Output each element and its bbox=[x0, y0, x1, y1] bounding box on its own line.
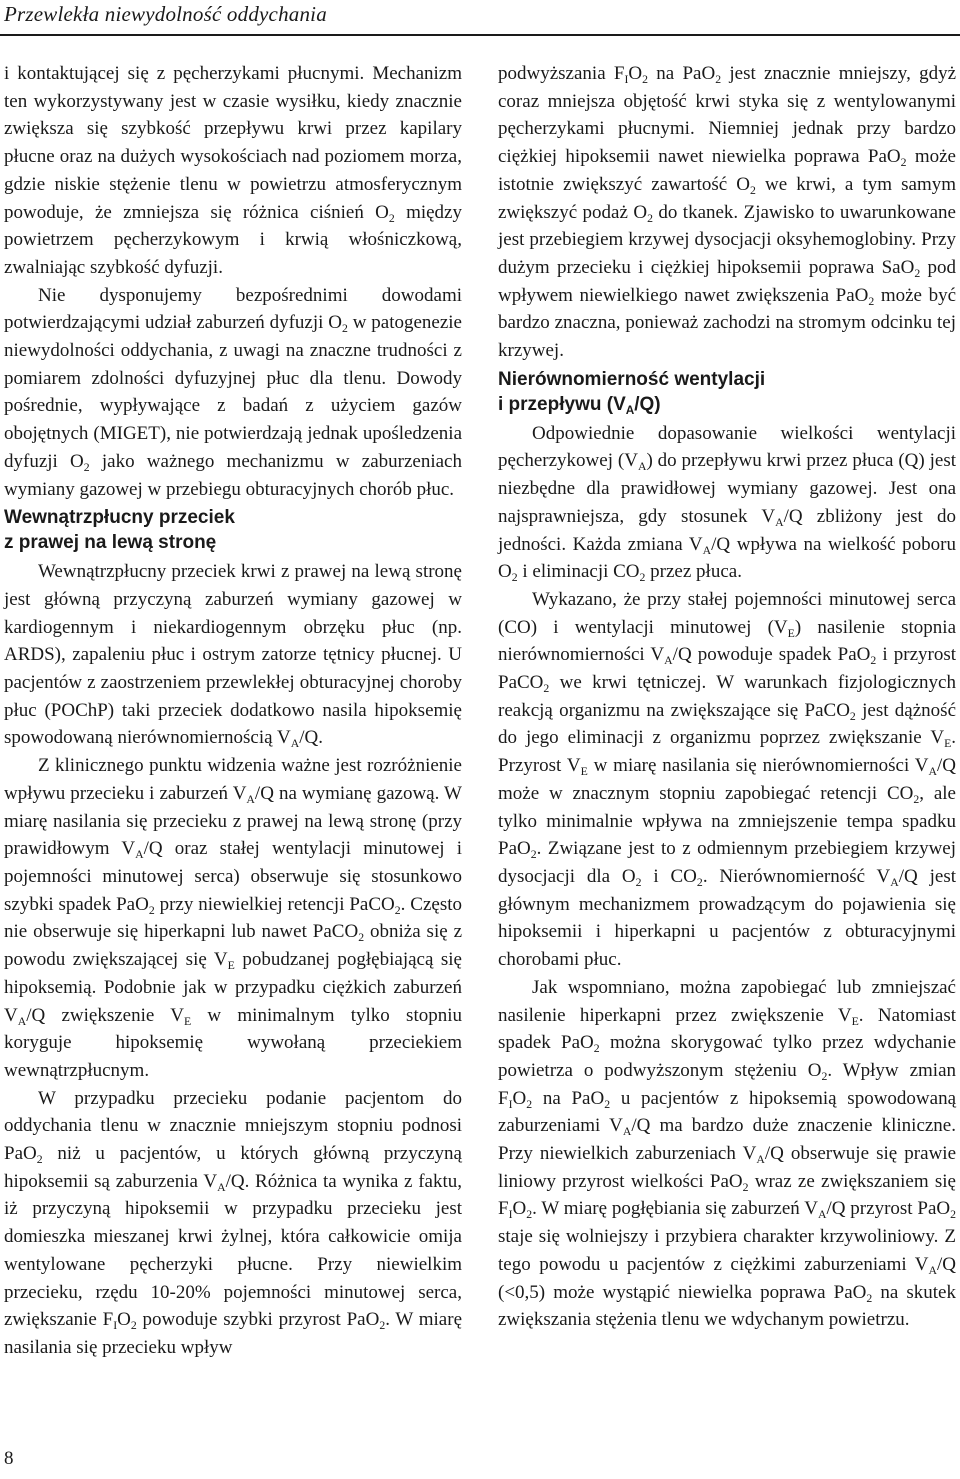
section-heading: Wewnątrzpłucny przeciek z prawej na lewą stronę bbox=[4, 507, 235, 554]
paragraph: Odpowiednie dopasowanie wielkości wentylacji pęcherzykowej $(V_A)$ do przepływu krwi przez płuca (Q) jest niezbędne dla prawidłowej wymiany gazowej. Jest ona najsprawniejsza, gdy stosunek $V_A/Q$ zbliżony jest do jedności. Każda zmiana $V_A/Q$ wpływa na wielkość poboru $O_2$ i eliminacji $CO_2$ przez płuca. bbox=[498, 422, 956, 585]
paragraph: i kontaktującej się z pęcherzykami płucnymi. Mechanizm ten wykorzystywany jest w czasie wysiłku, kiedy znacznie zwiększa się szybkość przepływu krwi przez kapilary płucne oraz na dużych wysokościach nad poziomem morza, gdzie niskie stężenie tlenu w powietrzu atmosferycznym powoduje, że zmniejsza się różnica ciśnień $O_2$ między powietrzem pęcherzykowym i krwią włośniczkową, zwalniając szybkość dyfuzji. bbox=[4, 63, 462, 278]
running-header-title: Przewlekła niewydolność oddychania bbox=[4, 2, 327, 26]
left-column bbox=[4, 60, 462, 1362]
paragraph: Wykazano, że przy stałej pojemności minutowej serca (CO) i wentylacji minutowej $(V_E)$ nasilenie stopnia nierównomierności $V_A/Q$ powoduje spadek PaO$_2$ i przyrost PaCO$_2$ we krwi tętniczej. W warunkach fizjologicznych reakcją organizmu na zwiększające się PaCO$_2$ jest dążność do jego eliminacji z organizmu poprzez zwiększanie $V_E$. Przyrost $V_E$ w miarę nasilania się nierównomierności $V_A/Q$ może w znacznym stopniu zapobiegać retencji $CO_2$, ale tylko minimalnie wpływa na zmniejszenie tempa spadku PaO$_2$. Związane jest to z odmiennym przebiegiem krzywej dysocjacji dla $O_2$ i $CO_2$. Nierównomierność $V_A/Q$ jest głównym mechanizmem prowadzącym do pojawienia się hipoksemii i hiperkapni u pacjentów z obturacyjnymi chorobami płuc. bbox=[498, 588, 957, 971]
running-header bbox=[0, 0, 960, 36]
paragraph: Wewnątrzpłucny przeciek krwi z prawej na lewą stronę jest główną przyczyną zaburzeń wymiany gazowej w kardiogennym i niekardiogennym obrzęku płuc (np. ARDS), zapaleniu płuc i ostrym zatorze tętnicy płucnej. U pacjentów z zaostrzeniem przewlekłej obturacyjnej choroby płuc (POChP) taki przeciek dodatkowo nasila hipoksemię spowodowaną nierównomiernością $V_A/Q$. bbox=[4, 561, 462, 751]
paragraph: W przypadku przecieku podanie pacjentom do oddychania tlenu w znacznie mniejszym stopniu podnosi PaO$_2$ niż u pacjentów, u których główną przyczyną hipoksemii są zaburzenia $V_A/Q$. Różnica ta wynika z faktu, iż przyczyną hipoksemii w przypadku przecieku jest domieszka mieszanej krwi żylnej, która całkowicie omija wentylowane pęcherzyki płucne. Przy niewielkim przecieku, rzędu 10-20% pojemności minutowej serca, zwiększanie $F_IO_2$ powoduje szybki przyrost PaO$_2$. W miarę nasilania się przecieku wpływ bbox=[4, 1087, 463, 1358]
right-column bbox=[498, 60, 956, 1334]
page-number: 8 bbox=[4, 1448, 14, 1469]
paragraph: podwyższania $F_IO_2$ na PaO$_2$ jest znacznie mniejszy, gdyż coraz mniejsza objętość krwi styka się z wentylowanymi pęcherzykami płucnymi. Niemniej jednak przy bardzo ciężkiej hipoksemii nawet niewielka poprawa PaO$_2$ może istotnie zwiększyć zawartość $O_2$ we krwi, a tym samym zwiększyć podaż $O_2$ do tkanek. Zjawisko to uwarunkowane jest przebiegiem krzywej dysocjacji oksyhemoglobiny. Przy dużym przecieku i ciężkiej hipoksemii poprawa SaO$_2$ pod wpływem niewielkiego nawet zwiększenia PaO$_2$ może być bardzo znaczna, ponieważ zachodzi na stromym odcinku tej krzywej. bbox=[498, 63, 957, 362]
paragraph: Jak wspomniano, można zapobiegać lub zmniejszać nasilenie hiperkapni przez zwiększenie $V_E$. Natomiast spadek PaO$_2$ można skorygować tylko przez wdychanie powietrza o podwyższonym stężeniu $O_2$. Wpływ zmian $F_IO_2$ na PaO$_2$ u pacjentów z hipoksemią spowodowaną zaburzeniami $V_A/Q$ ma bardzo duże znaczenie kliniczne. Przy niewielkich zaburzeniach $V_A/Q$ obserwuje się prawie liniowy przyrost wielkości PaO$_2$ wraz ze zwiększaniem się $F_IO_2$. W miarę pogłębiania się zaburzeń $V_A/Q$ przyrost PaO$_2$ staje się wolniejszy i przybiera charakter krzywoliniowy. Z tego powodu u pacjentów z ciężkimi zaburzeniami $V_A/Q$ (<0,5) może wystąpić niewielka poprawa PaO$_2$ na skutek zwiększania stężenia tlenu we wdychanym powietrzu. bbox=[498, 976, 957, 1331]
paragraph: Z klinicznego punktu widzenia ważne jest rozróżnienie wpływu przecieku i zaburzeń $V_A/Q$ na wymianę gazową. W miarę nasilania się przecieku z prawej na lewą stronę (przy prawidłowym $V_A/Q$ oraz stałej wentylacji minutowej i pojemności minutowej serca) obserwuje się stosunkowo szybki spadek PaO$_2$ przy niewielkiej retencji PaCO$_2$. Często nie obserwuje się hiperkapni lub nawet PaCO$_2$ obniża się z powodu zwiększającej się $V_E$ pobudzanej pogłębiającą się hipoksemią. Podobnie jak w przypadku ciężkich zaburzeń $V_A/Q$ zwiększenie $V_E$ w minimalnym tylko stopniu koryguje hipoksemię wywołaną przeciekiem wewnątrzpłucnym. bbox=[4, 755, 463, 1081]
paragraph: Nie dysponujemy bezpośrednimi dowodami potwierdzającymi udział zaburzeń dyfuzji $O_2$ w patogenezie niewydolności oddychania, z uwagi na znaczne trudności z pomiarem zdolności dyfuzyjnej płuc dla tlenu. Dowody pośrednie, wypływające z badań z użyciem gazów obojętnych (MIGET), nie potwierdzają jednak upośledzenia dyfuzji $O_2$ jako ważnego mechanizmu w zaburzeniach wymiany gazowej w przebiegu obturacyjnych chorób płuc. bbox=[4, 284, 462, 500]
header-rule bbox=[0, 34, 960, 36]
section-heading: Nierównomierność wentylacji i przepływu $(V_A/Q)$ bbox=[498, 368, 766, 417]
